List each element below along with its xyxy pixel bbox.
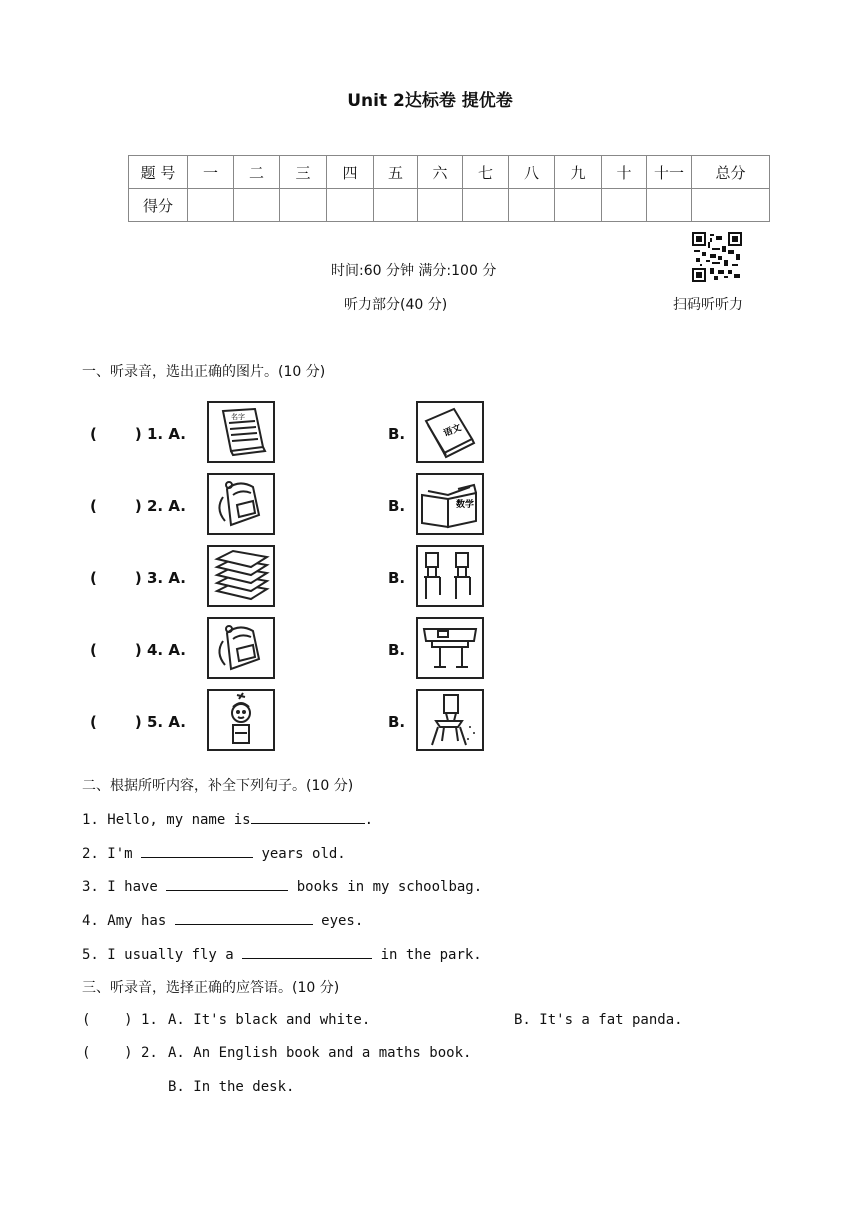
listening-part-label: 听力部分(40 分) [344,297,448,313]
book-icon[interactable] [207,401,275,463]
option-b-label: B. [388,713,406,731]
page-title: Unit 2达标卷 提优卷 [347,91,513,111]
score-table [128,155,770,222]
svg-text:语文: 语文 [442,423,463,440]
answer-blank[interactable] [175,910,313,925]
answer-blank[interactable] [251,809,365,824]
answer-blank[interactable] [141,843,253,858]
sentence-start: 5. I usually fly a [82,947,243,963]
maths-book-icon[interactable] [416,473,484,535]
section3-heading: 三、听录音，选择正确的应答语。(10 分) [82,980,340,996]
chinese-book-icon[interactable] [416,401,484,463]
answer-blank[interactable] [166,876,288,891]
score-cell[interactable] [327,189,374,222]
header-cell: 八 [509,156,555,189]
header-cell: 四 [327,156,374,189]
option-b-label: B. [388,425,406,443]
books-stack-icon[interactable] [207,545,275,607]
score-cell[interactable] [188,189,234,222]
sentence-start: 2. I'm [82,846,142,862]
question-number: 1. [146,425,164,443]
score-cell[interactable] [509,189,555,222]
desk-icon[interactable] [416,617,484,679]
answer-bracket-open[interactable]: ( [90,425,97,443]
svg-text:名字: 名字 [231,413,245,421]
answer-bracket[interactable]: ( ) 2. [82,1045,158,1061]
answer-blank[interactable] [242,944,372,959]
score-cell[interactable] [280,189,327,222]
fill-blank-sentence [82,910,363,929]
list-item [90,497,186,515]
score-row-label: 得分 [129,189,188,222]
header-cell: 十一 [647,156,692,189]
answer-bracket-close: ) [134,497,142,515]
header-cell: 十 [602,156,647,189]
answer-bracket-open[interactable]: ( [90,713,97,731]
option-b-label: B. [388,641,406,659]
header-cell: 五 [374,156,418,189]
question-number: 4. [146,641,164,659]
option-a-label: A. [168,641,186,659]
header-cell: 六 [418,156,463,189]
sentence-start: 3. I have [82,879,167,895]
answer-bracket-open[interactable]: ( [90,641,97,659]
schoolbag-icon[interactable] [207,617,275,679]
time-info: 时间:60 分钟 满分:100 分 [331,263,497,279]
sentence-end: eyes. [312,913,364,929]
option-a-label: A. [168,569,186,587]
question-number: 2. [146,497,164,515]
list-item [90,641,186,659]
option-b: B. In the desk. [168,1079,295,1095]
chairs-icon[interactable] [416,545,484,607]
score-cell[interactable] [692,189,770,222]
option-a: A. It's black and white. [168,1012,371,1028]
sentence-start: 4. Amy has [82,913,175,929]
score-cell[interactable] [463,189,509,222]
option-a-label: A. [168,713,186,731]
option-a: A. An English book and a maths book. [168,1045,472,1061]
fill-blank-sentence [82,809,373,828]
answer-bracket-open[interactable]: ( [90,497,97,515]
answer-bracket-close: ) [134,569,142,587]
score-cell[interactable] [418,189,463,222]
score-cell[interactable] [374,189,418,222]
option-b-label: B. [388,497,406,515]
score-table-header-row [129,156,770,189]
header-cell: 九 [555,156,602,189]
answer-bracket-close: ) [134,425,142,443]
sentence-end: . [364,812,374,828]
chair-icon[interactable] [416,689,484,751]
list-item [90,425,186,443]
option-a-label: A. [168,425,186,443]
fill-blank-sentence [82,843,346,862]
sentence-end: years old. [253,846,346,862]
answer-bracket-close: ) [134,713,142,731]
sentence-end: books in my schoolbag. [288,879,483,895]
answer-bracket-close: ) [134,641,142,659]
header-cell: 总分 [692,156,770,189]
option-a-label: A. [168,497,186,515]
sentence-start: 1. Hello, my name is [82,812,251,828]
score-cell[interactable] [234,189,280,222]
header-cell: 一 [188,156,234,189]
score-table-score-row [129,189,770,222]
answer-bracket[interactable]: ( ) 1. [82,1012,158,1028]
option-b-label: B. [388,569,406,587]
score-cell[interactable] [555,189,602,222]
schoolbag-icon[interactable] [207,473,275,535]
score-cell[interactable] [647,189,692,222]
boy-icon[interactable] [207,689,275,751]
option-b: B. It's a fat panda. [514,1012,683,1028]
fill-blank-sentence [82,944,482,963]
section2-heading: 二、根据所听内容，补全下列句子。(10 分) [82,778,354,794]
header-cell: 题 号 [129,156,188,189]
answer-bracket-open[interactable]: ( [90,569,97,587]
score-cell[interactable] [602,189,647,222]
header-cell: 三 [280,156,327,189]
qr-caption: 扫码听听力 [673,297,743,313]
list-item [90,569,186,587]
sentence-end: in the park. [372,947,482,963]
header-cell: 七 [463,156,509,189]
header-cell: 二 [234,156,280,189]
svg-text:数学: 数学 [456,500,475,510]
fill-blank-sentence [82,876,482,895]
qr-code-icon[interactable] [692,232,742,282]
section1-heading: 一、听录音，选出正确的图片。(10 分) [82,364,326,380]
question-number: 5. [146,713,164,731]
list-item [90,713,186,731]
question-number: 3. [146,569,164,587]
